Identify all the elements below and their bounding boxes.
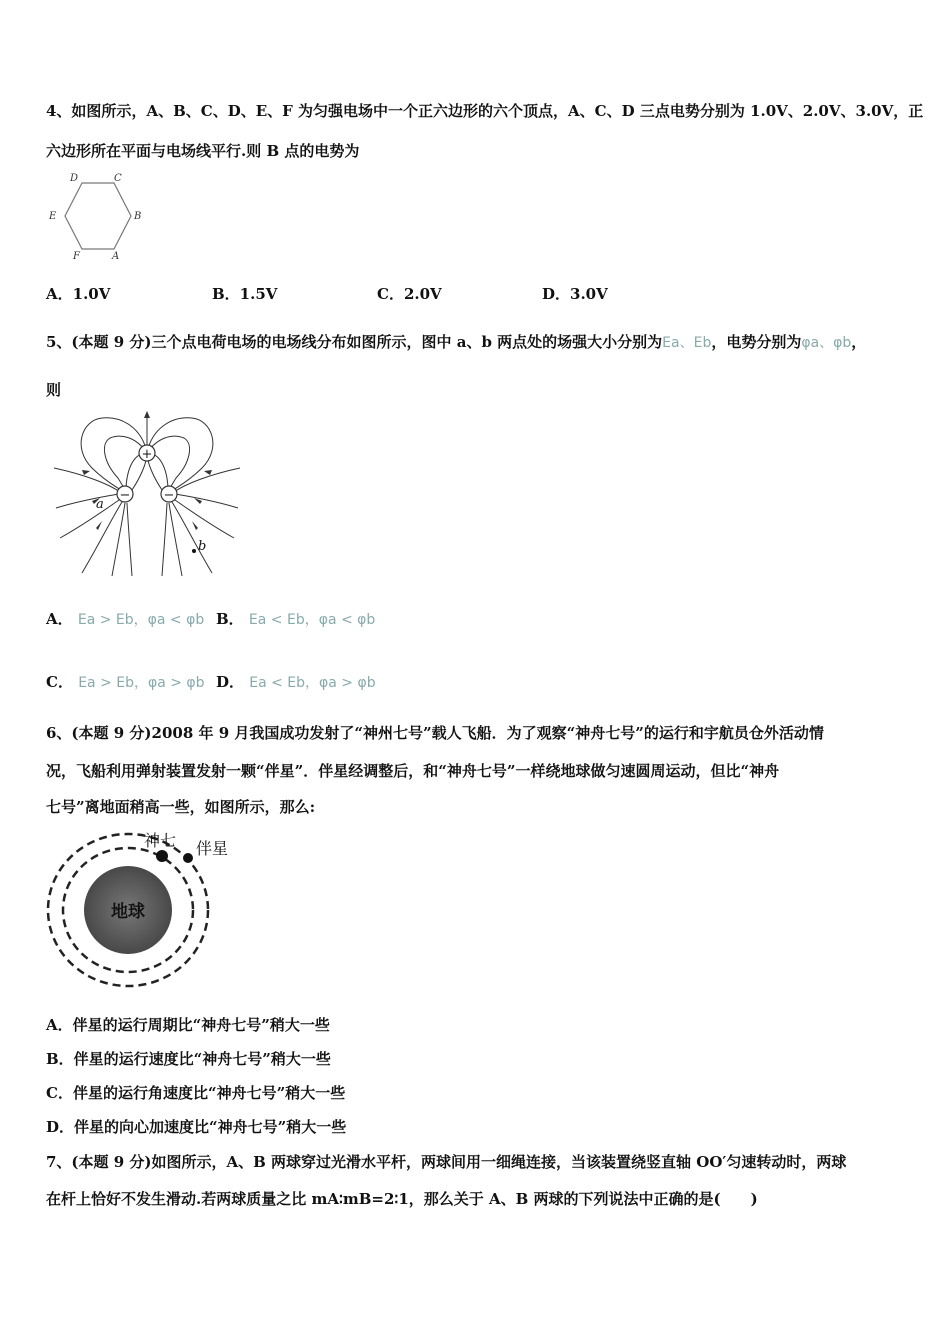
hexagon-figure xyxy=(44,170,154,262)
positive-charge-sign: + xyxy=(141,447,153,462)
q6-text-line1: 6、(本题 9 分)2008 年 9 月我国成功发射了“神州七号”载人飞船．为了观察“神舟七号”的运行和宇航员仓外活动情 xyxy=(46,724,824,742)
q4-option-b: B．1.5V xyxy=(212,285,278,303)
q5-stem-mid: ，电势分别为 xyxy=(711,333,802,351)
q4-text-line2: 六边形所在平面与电场线平行.则 B 点的电势为 xyxy=(46,142,360,160)
q5-symbol-phi: φa、φb xyxy=(801,335,852,351)
q5-option-d-expr: Ea < Eb，φa > φb xyxy=(249,675,376,691)
point-b-label: b xyxy=(198,539,207,554)
q6-option-b: B．伴星的运行速度比“神舟七号”稍大一些 xyxy=(46,1050,331,1068)
label-A: A xyxy=(112,251,120,262)
point-b xyxy=(192,549,196,553)
q5-text-line1 xyxy=(46,331,866,352)
hexagon-shape xyxy=(65,183,131,249)
q6-option-a: A．伴星的运行周期比“神舟七号”稍大一些 xyxy=(46,1016,330,1034)
q4-option-a: A．1.0V xyxy=(46,285,111,303)
q5-text-line2: 则 xyxy=(46,381,62,399)
q6-text-line3: 七号”离地面稍高一些，如图所示，那么: xyxy=(46,798,316,816)
negative-charge-left-sign: − xyxy=(119,488,131,503)
q7-text-line2: 在杆上恰好不发生滑动.若两球质量之比 mA∶mB=2∶1，那么关于 A、B 两球的下列说法中正确的是( ) xyxy=(46,1190,758,1208)
q6-option-d: D．伴星的向心加速度比“神舟七号”稍大一些 xyxy=(46,1118,347,1136)
q4-option-d: D．3.0V xyxy=(542,285,608,303)
q5-stem: 5、(本题 9 分)三个点电荷电场的电场线分布如图所示，图中 a、b 两点处的场强大小分别为 xyxy=(46,333,663,351)
q5-option-c-expr: Ea > Eb，φa > φb xyxy=(78,675,205,691)
label-E: E xyxy=(49,211,57,222)
field-lines-figure xyxy=(52,408,242,578)
label-C: C xyxy=(114,173,122,184)
satellite-label: 伴星 xyxy=(196,839,229,858)
q5-option-c-letter: C． xyxy=(46,673,73,691)
orbit-figure xyxy=(44,826,244,991)
q7-text-line1: 7、(本题 9 分)如图所示，A、B 两球穿过光滑水平杆，两球间用一细绳连接，当该装置绕竖直轴 OO′匀速转动时，两球 xyxy=(46,1153,847,1171)
q5-option-a-expr: Ea > Eb，φa < φb xyxy=(77,612,205,628)
shenqi-label: 神七 xyxy=(144,831,177,850)
q5-option-b-expr: Ea < Eb，φa < φb xyxy=(248,612,376,628)
q5-option-b-letter: B． xyxy=(216,610,244,628)
q5-option-d-letter: D． xyxy=(216,673,245,691)
q5-stem-end: ， xyxy=(851,333,867,351)
label-B: B xyxy=(134,211,142,222)
q5-option-a xyxy=(46,608,204,629)
q6-text-line2: 况，飞船利用弹射装置发射一颗“伴星”．伴星经调整后，和“神舟七号”一样绕地球做匀速圆周运动，但比“神舟 xyxy=(46,762,780,780)
q5-option-d xyxy=(216,671,376,692)
q5-option-c xyxy=(46,671,205,692)
earth-label: 地球 xyxy=(111,902,145,922)
q5-option-a-letter: A． xyxy=(46,610,73,628)
q5-option-b xyxy=(216,608,375,629)
negative-charge-right-sign: − xyxy=(163,488,175,503)
label-F: F xyxy=(73,251,80,262)
shenqi-spacecraft xyxy=(156,850,168,862)
label-D: D xyxy=(70,173,79,184)
q4-text-line1: 4、如图所示，A、B、C、D、E、F 为匀强电场中一个正六边形的六个顶点，A、C、D 三点电势分别为 1.0V、2.0V、3.0V，正 xyxy=(46,102,924,120)
q4-option-c: C．2.0V xyxy=(377,285,442,303)
q6-option-c: C．伴星的运行角速度比“神舟七号”稍大一些 xyxy=(46,1084,346,1102)
point-a-label: a xyxy=(96,497,104,512)
q5-symbol-e: Ea、Eb xyxy=(662,335,712,351)
satellite xyxy=(183,853,193,863)
